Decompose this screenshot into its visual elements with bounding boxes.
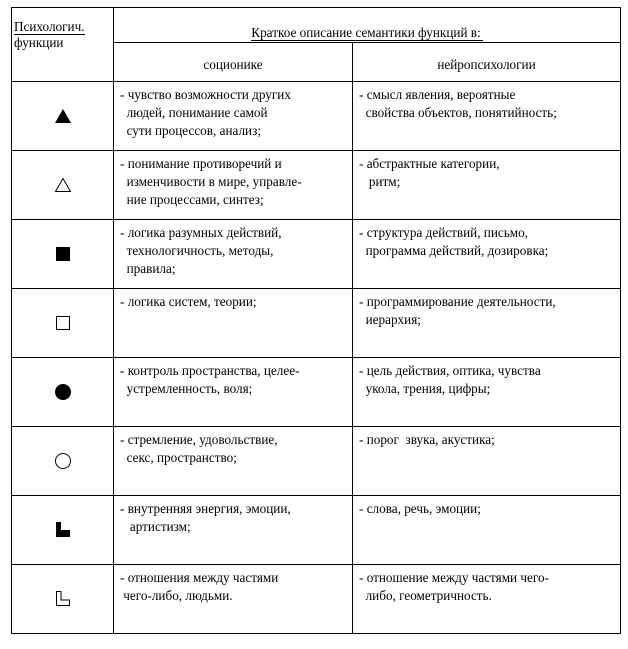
neuro-text: - отношение между частями чего- либо, геометричность. xyxy=(359,570,549,603)
socionics-cell xyxy=(114,358,353,427)
table-row xyxy=(12,358,621,427)
header-psych-functions-line1: Психологич. xyxy=(14,19,85,34)
socionics-cell xyxy=(114,82,353,151)
table-row xyxy=(12,82,621,151)
neuro-cell xyxy=(353,151,621,220)
table-row xyxy=(12,427,621,496)
socionics-cell xyxy=(114,565,353,634)
neuro-cell xyxy=(353,496,621,565)
socionics-cell xyxy=(114,427,353,496)
open-square-icon xyxy=(55,315,71,331)
table-row xyxy=(12,289,621,358)
socionics-text: - отношения между частями чего-либо, людьми. xyxy=(120,570,279,603)
header-socionics xyxy=(114,43,353,82)
header-psych-functions-line2: функции xyxy=(14,35,64,50)
open-l-shape-icon xyxy=(54,590,72,608)
symbol-cell xyxy=(12,151,114,220)
neuro-text: - слова, речь, эмоции; xyxy=(359,501,481,516)
socionics-cell xyxy=(114,151,353,220)
table-row xyxy=(12,565,621,634)
neuro-cell xyxy=(353,427,621,496)
neuro-text: - программирование деятельности, иерархия; xyxy=(359,294,556,327)
socionics-text: - контроль пространства, целее- устремленность, воля; xyxy=(120,363,300,396)
filled-triangle-icon xyxy=(54,108,72,124)
neuro-cell xyxy=(353,358,621,427)
socionics-text: - стремление, удовольствие, секс, пространство; xyxy=(120,432,278,465)
neuro-text: - структура действий, письмо, программа действий, дозировка; xyxy=(359,225,549,258)
socionics-cell xyxy=(114,220,353,289)
socionics-cell xyxy=(114,289,353,358)
table-row xyxy=(12,496,621,565)
neuro-cell xyxy=(353,220,621,289)
neuro-text: - цель действия, оптика, чувства укола, трения, цифры; xyxy=(359,363,541,396)
filled-circle-icon xyxy=(54,383,72,401)
open-triangle-icon xyxy=(54,177,72,193)
symbol-cell xyxy=(12,565,114,634)
table-row xyxy=(12,151,621,220)
filled-l-shape-icon xyxy=(54,521,72,539)
table-row xyxy=(12,220,621,289)
symbol-cell xyxy=(12,427,114,496)
neuro-cell xyxy=(353,82,621,151)
socionics-text: - внутренняя энергия, эмоции, артистизм; xyxy=(120,501,291,534)
neuro-text: - порог звука, акустика; xyxy=(359,432,495,447)
header-description-title: Краткое описание семантики функций в: xyxy=(251,25,481,40)
socionics-text: - чувство возможности других людей, понимание самой сути процессов, анализ; xyxy=(120,87,291,138)
symbol-cell xyxy=(12,82,114,151)
functions-table xyxy=(11,7,621,634)
symbol-cell xyxy=(12,289,114,358)
header-psych-functions xyxy=(12,8,114,82)
symbol-cell xyxy=(12,496,114,565)
symbol-cell xyxy=(12,220,114,289)
symbol-cell xyxy=(12,358,114,427)
neuro-cell xyxy=(353,289,621,358)
neuro-cell xyxy=(353,565,621,634)
socionics-text: - логика систем, теории; xyxy=(120,294,257,309)
socionics-text: - логика разумных действий, технологичность, методы, правила; xyxy=(120,225,282,276)
socionics-text: - понимание противоречий и изменчивости в мире, управле- ние процессами, синтез; xyxy=(120,156,302,207)
header-socionics-label: соционике xyxy=(203,57,263,72)
header-description xyxy=(114,8,621,43)
socionics-cell xyxy=(114,496,353,565)
header-neuropsychology xyxy=(353,43,621,82)
filled-square-icon xyxy=(55,246,71,262)
open-circle-icon xyxy=(54,452,72,470)
header-neuropsychology-label: нейропсихологии xyxy=(437,57,536,72)
neuro-text: - смысл явления, вероятные свойства объектов, понятийность; xyxy=(359,87,557,120)
neuro-text: - абстрактные категории, ритм; xyxy=(359,156,500,189)
